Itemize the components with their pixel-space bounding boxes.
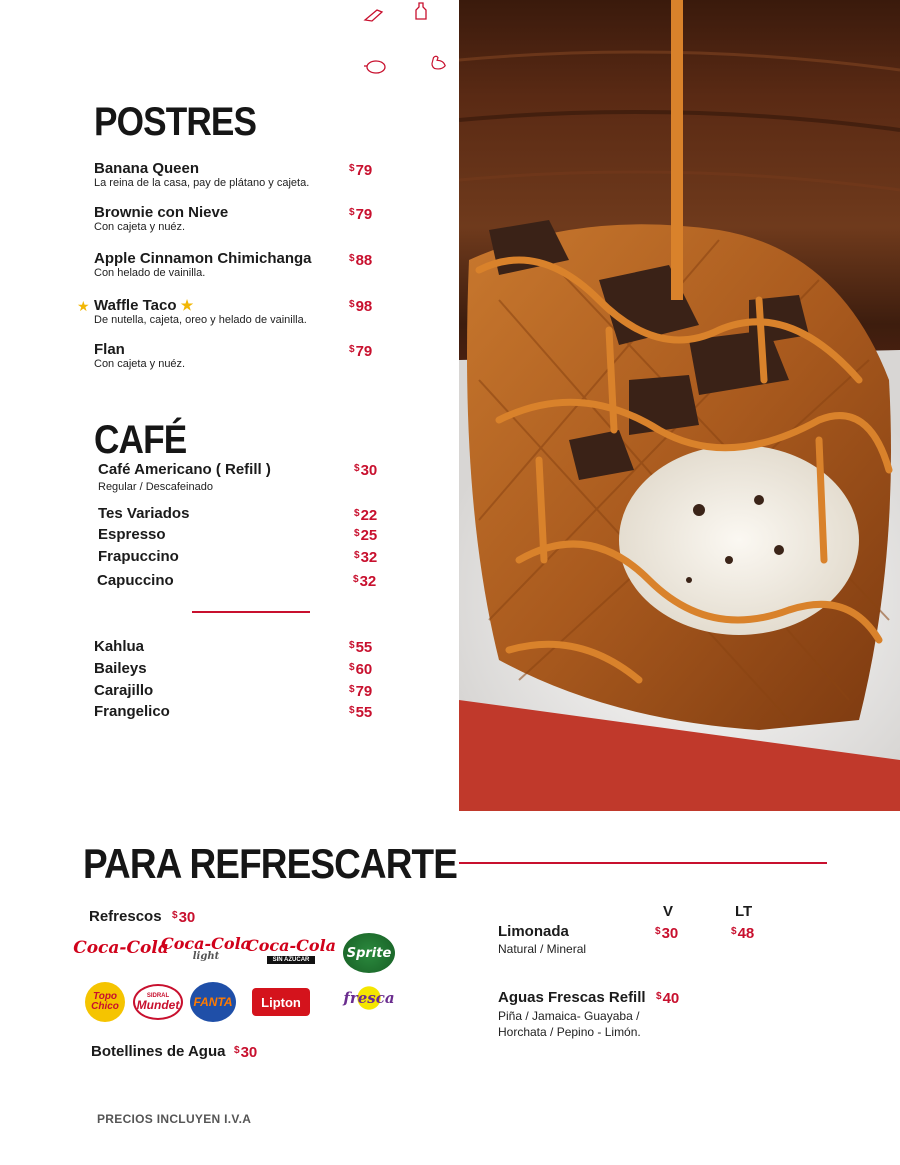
item-price: $30 [172, 909, 196, 926]
item-price: $79 [349, 683, 373, 700]
item-price: $79 [349, 206, 373, 223]
wine-bottle-icon [410, 2, 432, 20]
topo-chico-logo: Topo Chico [85, 982, 125, 1022]
sidral-mundet-logo: SIDRAL Mundet [133, 984, 183, 1020]
menu-item [498, 989, 646, 1039]
tax-note: PRECIOS INCLUYEN I.V.A [97, 1112, 252, 1126]
item-name: Refrescos [89, 908, 162, 925]
fresca-logo: fresca [347, 980, 391, 1016]
item-name: Kahlua [94, 638, 145, 655]
item-name: Aguas Frescas Refill [498, 989, 646, 1006]
star-icon: ★ [180, 297, 194, 313]
coca-cola-light-logo: Coca-Cola light [161, 934, 252, 962]
item-price: $79 [349, 162, 373, 179]
menu-item [498, 923, 586, 956]
section-divider [459, 862, 827, 864]
menu-item [94, 341, 185, 370]
item-description: Regular / Descafeinado [98, 481, 213, 493]
item-name: Café Americano ( Refill ) [98, 461, 271, 478]
lipton-logo: Lipton [252, 988, 310, 1016]
item-name: Frangelico [94, 703, 170, 720]
item-description: Natural / Mineral [498, 942, 587, 956]
item-description: La reina de la casa, pay de plátano y cajeta. [94, 177, 310, 189]
item-description: Con cajeta y nuéz. [94, 221, 186, 233]
item-price: $98 [349, 298, 373, 315]
item-name: Carajillo [94, 682, 154, 699]
item-description: De nutella, cajeta, oreo y helado de vainilla. [94, 314, 307, 326]
cafe-heading: CAFÉ [94, 418, 187, 462]
knife-icon [363, 6, 385, 24]
item-description: Con helado de vainilla. [94, 267, 206, 279]
item-name: Tes Variados [98, 505, 190, 522]
item-price: $32 [353, 573, 377, 590]
item-name: Botellines de Agua [91, 1043, 226, 1060]
item-price: $32 [354, 549, 378, 566]
menu-item-featured [94, 297, 307, 326]
item-price: $40 [656, 990, 680, 1007]
item-price: $22 [354, 507, 378, 524]
menu-item [94, 204, 228, 233]
section-divider [192, 611, 310, 613]
star-icon: ★ [77, 298, 90, 314]
sprite-logo: Sprite [343, 933, 395, 973]
item-name: Espresso [98, 526, 166, 543]
column-header-lt: LT [735, 903, 753, 920]
menu-item [98, 461, 271, 493]
item-name: Apple Cinnamon Chimichanga [94, 250, 312, 267]
fanta-logo: FANTA [190, 982, 236, 1022]
item-price: $30 [234, 1044, 258, 1061]
menu-item [94, 160, 309, 189]
pig-icon [363, 58, 389, 76]
item-name: Waffle Taco ★ [94, 297, 194, 314]
item-price: $88 [349, 252, 373, 269]
item-price: $55 [349, 639, 373, 656]
postres-heading: POSTRES [94, 100, 257, 144]
item-description: Con cajeta y nuéz. [94, 358, 186, 370]
item-price: $55 [349, 704, 373, 721]
waffle-taco-photo [459, 0, 900, 811]
coca-cola-sin-azucar-logo: Coca-Cola SIN AZÚCAR [246, 936, 337, 963]
item-description: Horchata / Pepino - Limón. [498, 1025, 641, 1039]
item-name: Banana Queen [94, 160, 200, 177]
item-price-lt: $48 [731, 925, 755, 942]
column-header-v: V [663, 903, 674, 920]
item-description: Piña / Jamaica- Guayaba / [498, 1009, 640, 1023]
refrescarte-heading: PARA REFRESCARTE [83, 840, 458, 887]
item-name: Brownie con Nieve [94, 204, 229, 221]
item-name: Flan [94, 341, 125, 358]
item-price: $60 [349, 661, 373, 678]
menu-item [94, 250, 312, 279]
item-name: Baileys [94, 660, 147, 677]
item-name: Limonada [498, 923, 569, 940]
item-name: Frapuccino [98, 548, 179, 565]
chicken-icon [427, 54, 449, 72]
item-price: $79 [349, 343, 373, 360]
coca-cola-logo: Coca-Cola [73, 938, 169, 958]
item-price-v: $30 [655, 925, 679, 942]
item-price: $25 [354, 527, 378, 544]
item-price: $30 [354, 462, 378, 479]
item-name: Capuccino [97, 572, 174, 589]
